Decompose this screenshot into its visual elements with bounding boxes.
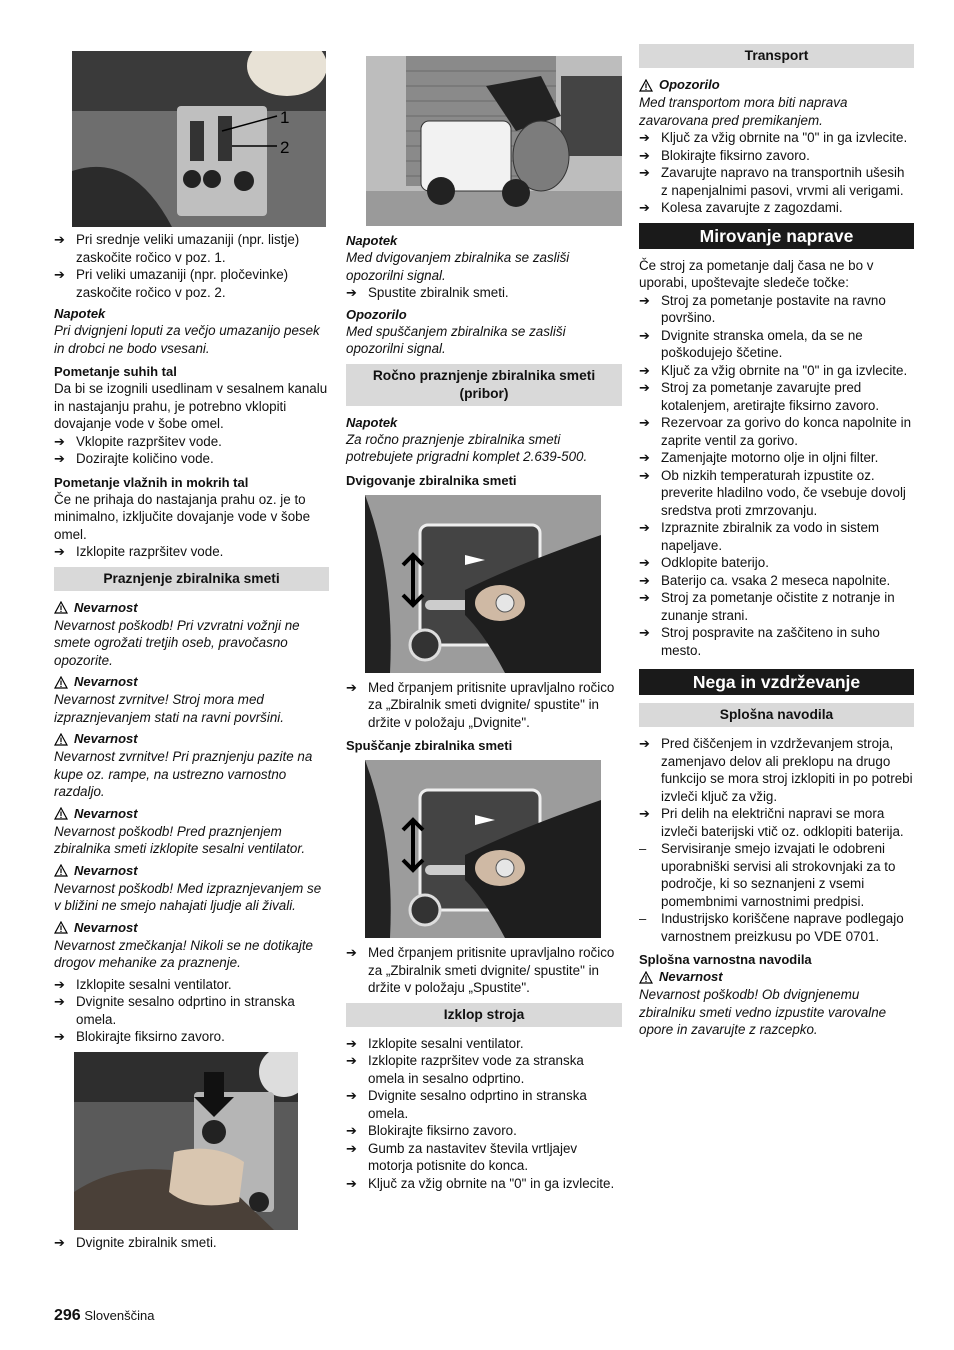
list-item xyxy=(346,1140,622,1175)
arrow-right-icon: ➔ xyxy=(639,200,650,215)
photo-hand-pump-raise xyxy=(365,495,601,673)
danger-title: Nevarnost xyxy=(74,674,138,689)
section-heading-general: Splošna navodila xyxy=(639,703,914,727)
warning-triangle-icon xyxy=(54,921,68,934)
arrow-right-icon: ➔ xyxy=(639,590,650,605)
section-heading-maintenance: Nega in vzdrževanje xyxy=(639,669,914,695)
arrow-right-icon: ➔ xyxy=(54,232,65,247)
arrow-right-icon: ➔ xyxy=(54,544,65,559)
lever-positions-list xyxy=(54,231,329,301)
lower-heading: Spuščanje zbiralnika smeti xyxy=(346,738,513,753)
danger-heading xyxy=(54,805,329,823)
general-dash-list xyxy=(639,840,914,945)
raise-container-list xyxy=(54,1234,329,1252)
list-item xyxy=(346,1122,622,1140)
arrow-right-icon: ➔ xyxy=(639,380,650,395)
list-item-text: Odklopite baterijo. xyxy=(661,555,769,570)
note-title: Napotek xyxy=(346,233,398,248)
list-item-text: Pri veliki umazaniji (npr. pločevinke) zaskočite ročico v poz. 2. xyxy=(76,267,289,300)
transport-steps-list xyxy=(639,129,914,217)
danger-text: Nevarnost zvrnitve! Pri praznjenju pazite na kupe oz. rampe, na ustrezno varnostno razdaljo. xyxy=(54,749,313,799)
list-item-text: Stroj za pometanje zavarujte pred kotalenjem, aretirajte fiksirno zavoro. xyxy=(661,380,880,413)
list-item-text: Ob nizkih temperaturah izpustite oz. preverite hladilno vodo, če vsebuje dovolj sredstva proti zmrzovanju. xyxy=(661,467,906,518)
list-item-text: Servisiranje smejo izvajati le odobreni uporabniški servisi ali strokovnjaki za to področje, ki so seznanjeni z vsemi pomembnimi varnostnimi predpisi. xyxy=(661,841,896,909)
photo-sweeper-raised xyxy=(366,56,622,226)
column-1 xyxy=(54,51,329,1251)
page-footer xyxy=(54,1307,154,1325)
list-item xyxy=(639,572,914,590)
arrow-right-icon: ➔ xyxy=(346,1140,357,1156)
arrow-right-icon: ➔ xyxy=(639,467,650,483)
list-item-text: Rezervoar za gorivo do konca napolnite in zaprite ventil za gorivo. xyxy=(661,415,912,448)
list-item-text: Ključ za vžig obrnite na "0" in ga izvlecite. xyxy=(661,130,908,145)
list-item-text: Izpraznite zbiralnik za vodo in sistem napeljave. xyxy=(661,520,880,553)
list-item-text: Pri srednje veliki umazaniji (npr. listje) zaskočite ročico v poz. 1. xyxy=(76,232,300,265)
arrow-right-icon: ➔ xyxy=(639,520,650,535)
list-item xyxy=(639,589,914,624)
danger-title: Nevarnost xyxy=(74,862,138,878)
list-item xyxy=(639,379,914,414)
list-item-text: Izklopite sesalni ventilator. xyxy=(368,1035,524,1051)
danger-text: Nevarnost poškodb! Med izpraznjevanjem se v bližini ne smejo nahajati ljudje ali živali. xyxy=(54,880,322,913)
list-item xyxy=(54,993,329,1028)
section-heading-storage: Mirovanje naprave xyxy=(639,223,914,249)
warning-triangle-icon xyxy=(54,676,68,689)
list-item xyxy=(639,414,914,449)
list-item-text: Dozirajte količino vode. xyxy=(76,451,214,466)
danger-text: Nevarnost zmečkanja! Nikoli se ne dotikajte drogov mehanike za praznenje. xyxy=(54,937,314,970)
arrow-right-icon: ➔ xyxy=(346,1175,357,1191)
danger-text: Nevarnost poškodb! Ob dvignjenemu zbiralniku smeti vedno izpustite varovalne opore in zavarujte z razcepko. xyxy=(639,987,887,1037)
arrow-right-icon: ➔ xyxy=(639,625,650,640)
list-item xyxy=(639,735,914,805)
list-item xyxy=(54,976,329,994)
list-item-text: Blokirajte fiksirno zavoro. xyxy=(76,1029,225,1044)
danger-heading xyxy=(639,968,914,986)
arrow-right-icon: ➔ xyxy=(54,976,65,992)
section-heading-shutdown: Izklop stroja xyxy=(346,1003,622,1027)
arrow-right-icon: ➔ xyxy=(54,433,65,449)
wet-floor-text: Če ne prihaja do nastajanja prahu oz. je to minimalno, izključite dovajanje vode v šobe omel. xyxy=(54,491,311,542)
column-3 xyxy=(639,38,914,1039)
list-item xyxy=(346,1087,622,1122)
arrow-right-icon: ➔ xyxy=(639,130,650,145)
list-item xyxy=(54,1028,329,1046)
warning-triangle-icon xyxy=(54,864,68,877)
list-item xyxy=(639,805,914,840)
list-item-text: Dvignite stranska omela, da se ne poškodujejo ščetine. xyxy=(661,327,863,360)
section-heading-manual-emptying: Ročno praznjenje zbiralnika smeti (pribor) xyxy=(346,364,622,406)
arrow-right-icon: ➔ xyxy=(346,1088,357,1103)
list-item-text: Pri delih na električni napravi se mora izvleči baterijski vtič oz. odklopiti baterija. xyxy=(661,806,904,839)
list-item-text: Dvignite sesalno odprtino in stranska omela. xyxy=(76,994,295,1027)
list-item-text: Zamenjajte motorno olje in oljni filter. xyxy=(661,450,879,465)
arrow-right-icon: ➔ xyxy=(346,1035,357,1051)
arrow-right-icon: ➔ xyxy=(639,736,650,751)
wet-floor-heading: Pometanje vlažnih in mokrih tal xyxy=(54,474,249,490)
danger-heading xyxy=(54,730,329,748)
arrow-right-icon: ➔ xyxy=(54,451,65,466)
warning-triangle-icon xyxy=(639,971,653,984)
warning-triangle-icon xyxy=(54,601,68,614)
list-item-text: Industrijsko koriščene naprave podlegajo varnostnem preizkusu po VDE 0701. xyxy=(661,911,904,944)
dash-bullet: – xyxy=(639,841,647,856)
list-item xyxy=(639,840,914,910)
danger-heading xyxy=(54,862,329,880)
caution-title: Opozorilo xyxy=(659,77,720,92)
list-item-text: Dvignite zbiralnik smeti. xyxy=(76,1234,217,1250)
callout-1: 1 xyxy=(280,108,290,127)
list-item xyxy=(639,199,914,217)
raise-steps-list xyxy=(346,679,622,732)
page-number: 296 xyxy=(54,1307,81,1324)
list-item-text: Dvignite sesalno odprtino in stranska omela. xyxy=(368,1088,587,1121)
dash-bullet: – xyxy=(639,911,647,926)
photo-hand-pump-lower xyxy=(365,760,601,938)
shutdown-steps-list xyxy=(346,1035,622,1193)
list-item-text: Blokirajte fiksirno zavoro. xyxy=(368,1123,517,1138)
list-item-text: Stroj pospravite na zaščiteno in suho mesto. xyxy=(661,625,880,658)
list-item-text: Gumb za nastavitev števila vrtljajev motorja potisnite do konca. xyxy=(368,1140,578,1173)
danger-heading xyxy=(54,673,329,691)
list-item-text: Stroj za pometanje očistite z notranje in zunanje strani. xyxy=(661,590,895,623)
list-item xyxy=(54,231,329,266)
storage-intro: Če stroj za pometanje dalj časa ne bo v uporabi, upoštevajte sledeče točke: xyxy=(639,257,874,290)
arrow-right-icon: ➔ xyxy=(639,572,650,588)
list-item xyxy=(54,450,329,468)
danger-heading xyxy=(54,919,329,937)
list-item-text: Kolesa zavarujte z zagozdami. xyxy=(661,200,843,215)
list-item xyxy=(639,449,914,467)
photo-joystick xyxy=(74,1052,298,1230)
danger-text: Nevarnost poškodb! Pri vzvratni vožnji ne smete ogrožati tretjih oseb, pravočasno opozorite. xyxy=(54,617,300,668)
list-item-text: Izklopite razpršitev vode za stranska omela in sesalno odprtino. xyxy=(368,1053,584,1086)
list-item xyxy=(346,284,622,302)
list-item xyxy=(346,1052,622,1087)
list-item xyxy=(639,467,914,520)
arrow-right-icon: ➔ xyxy=(346,1123,357,1138)
arrow-right-icon: ➔ xyxy=(639,362,650,378)
list-item-text: Izklopite sesalni ventilator. xyxy=(76,976,232,992)
danger-warnings xyxy=(54,599,329,972)
list-item xyxy=(54,433,329,451)
section-heading-transport: Transport xyxy=(639,44,914,68)
arrow-right-icon: ➔ xyxy=(639,555,650,570)
note-text: Med dvigovanjem zbiralnika se zasliši opozorilni signal. xyxy=(346,250,570,283)
note-text: Pri dvignjeni loputi za večjo umazanijo pesek in drobci ne bodo vsesani. xyxy=(54,323,320,356)
list-item-text: Med črpanjem pritisnite upravljalno ročico za „Zbiralnik smeti dvignite/ spustite" in držite v položaju „Spustite". xyxy=(368,945,615,995)
list-item xyxy=(346,1035,622,1053)
photo-control-lever xyxy=(72,51,326,227)
arrow-right-icon: ➔ xyxy=(346,679,357,695)
lower-steps-list xyxy=(346,944,622,997)
caution-text: Med spuščanjem zbiralnika se zasliši opozorilni signal. xyxy=(346,323,566,356)
safety-heading: Splošna varnostna navodila xyxy=(639,952,812,967)
warning-triangle-icon xyxy=(639,79,653,92)
list-item xyxy=(639,554,914,572)
note-title: Napotek xyxy=(54,306,106,321)
arrow-right-icon: ➔ xyxy=(639,147,650,163)
arrow-right-icon: ➔ xyxy=(639,450,650,465)
arrow-right-icon: ➔ xyxy=(639,415,650,430)
language-label: Slovenščina xyxy=(84,1308,155,1323)
raise-heading: Dvigovanje zbiralnika smeti xyxy=(346,472,517,488)
list-item xyxy=(639,147,914,165)
wet-floor-list xyxy=(54,543,329,561)
list-item-text: Ključ za vžig obrnite na "0" in ga izvlecite. xyxy=(368,1175,615,1191)
note-title: Napotek xyxy=(346,414,398,430)
list-item-text: Ključ za vžig obrnite na "0" in ga izvlecite. xyxy=(661,362,908,378)
dry-floor-heading: Pometanje suhih tal xyxy=(54,364,177,379)
arrow-right-icon: ➔ xyxy=(639,806,650,821)
list-item xyxy=(639,327,914,362)
list-item xyxy=(346,679,622,732)
danger-title: Nevarnost xyxy=(659,969,723,984)
warning-triangle-icon xyxy=(54,733,68,746)
dry-floor-list xyxy=(54,433,329,468)
list-item xyxy=(639,624,914,659)
general-instructions-list xyxy=(639,735,914,840)
arrow-right-icon: ➔ xyxy=(54,267,65,282)
list-item xyxy=(54,543,329,561)
list-item xyxy=(54,1234,329,1252)
arrow-right-icon: ➔ xyxy=(639,165,650,180)
list-item xyxy=(639,910,914,945)
list-item-text: Izklopite razpršitev vode. xyxy=(76,544,224,559)
list-item xyxy=(639,519,914,554)
caution-text: Med transportom mora biti naprava zavarovana pred premikanjem. xyxy=(639,95,848,128)
danger-title: Nevarnost xyxy=(74,731,138,746)
danger-title: Nevarnost xyxy=(74,599,138,615)
danger-text: Nevarnost zvrnitve! Stroj mora med izpraznjevanjem stati na ravni površini. xyxy=(54,692,284,725)
danger-heading xyxy=(54,599,329,617)
list-item xyxy=(639,164,914,199)
danger-title: Nevarnost xyxy=(74,919,138,935)
dry-floor-text: Da bi se izognili usedlinam v sesalnem kanalu in nastajanju prahu, je potrebno vklopiti dovajanje vode v šobe omel. xyxy=(54,381,328,431)
arrow-right-icon: ➔ xyxy=(639,292,650,308)
list-item-text: Blokirajte fiksirno zavoro. xyxy=(661,147,810,163)
arrow-right-icon: ➔ xyxy=(346,945,357,960)
list-item xyxy=(639,362,914,380)
list-item xyxy=(54,266,329,301)
emptying-steps-list xyxy=(54,976,329,1046)
list-item-text: Vklopite razpršitev vode. xyxy=(76,433,222,449)
arrow-right-icon: ➔ xyxy=(54,1029,65,1044)
danger-text: Nevarnost poškodb! Pred praznjenjem zbiralnika smeti izklopite sesalni ventilator. xyxy=(54,823,306,856)
list-item-text: Pred čiščenjem in vzdrževanjem stroja, zamenjavo delov ali preklopu na drugo funkcijo se mora stroj izklopiti in po potrebi izvleči ključ za vžig. xyxy=(661,736,913,804)
list-item-text: Baterijo ca. vsaka 2 meseca napolnite. xyxy=(661,572,891,588)
note-text: Za ročno praznjenje zbiralnika smeti potrebujete prigradni komplet 2.639-500. xyxy=(346,431,588,464)
list-item-text: Zavarujte napravo na transportnih ušesih z napenjalnimi pasovi, vrvmi ali verigami. xyxy=(661,165,905,198)
arrow-right-icon: ➔ xyxy=(346,1053,357,1068)
arrow-right-icon: ➔ xyxy=(54,1234,65,1250)
column-2 xyxy=(346,56,622,1192)
list-item xyxy=(639,292,914,327)
arrow-right-icon: ➔ xyxy=(639,327,650,343)
arrow-right-icon: ➔ xyxy=(346,285,357,300)
section-heading-emptying: Praznjenje zbiralnika smeti xyxy=(54,567,329,591)
caution-title: Opozorilo xyxy=(346,306,407,322)
list-item-text: Med črpanjem pritisnite upravljalno ročico za „Zbiralnik smeti dvignite/ spustite" in držite v položaju „Dvignite". xyxy=(368,679,615,730)
arrow-right-icon: ➔ xyxy=(54,994,65,1009)
warning-triangle-icon xyxy=(54,807,68,820)
callout-2: 2 xyxy=(280,138,290,157)
list-item xyxy=(346,1175,622,1193)
list-item xyxy=(639,129,914,147)
lower-container-list xyxy=(346,284,622,302)
list-item-text: Stroj za pometanje postavite na ravno površino. xyxy=(661,292,886,325)
list-item-text: Spustite zbiralnik smeti. xyxy=(368,285,509,300)
storage-steps-list xyxy=(639,292,914,660)
danger-title: Nevarnost xyxy=(74,805,138,821)
caution-heading xyxy=(639,76,914,94)
list-item xyxy=(346,944,622,997)
